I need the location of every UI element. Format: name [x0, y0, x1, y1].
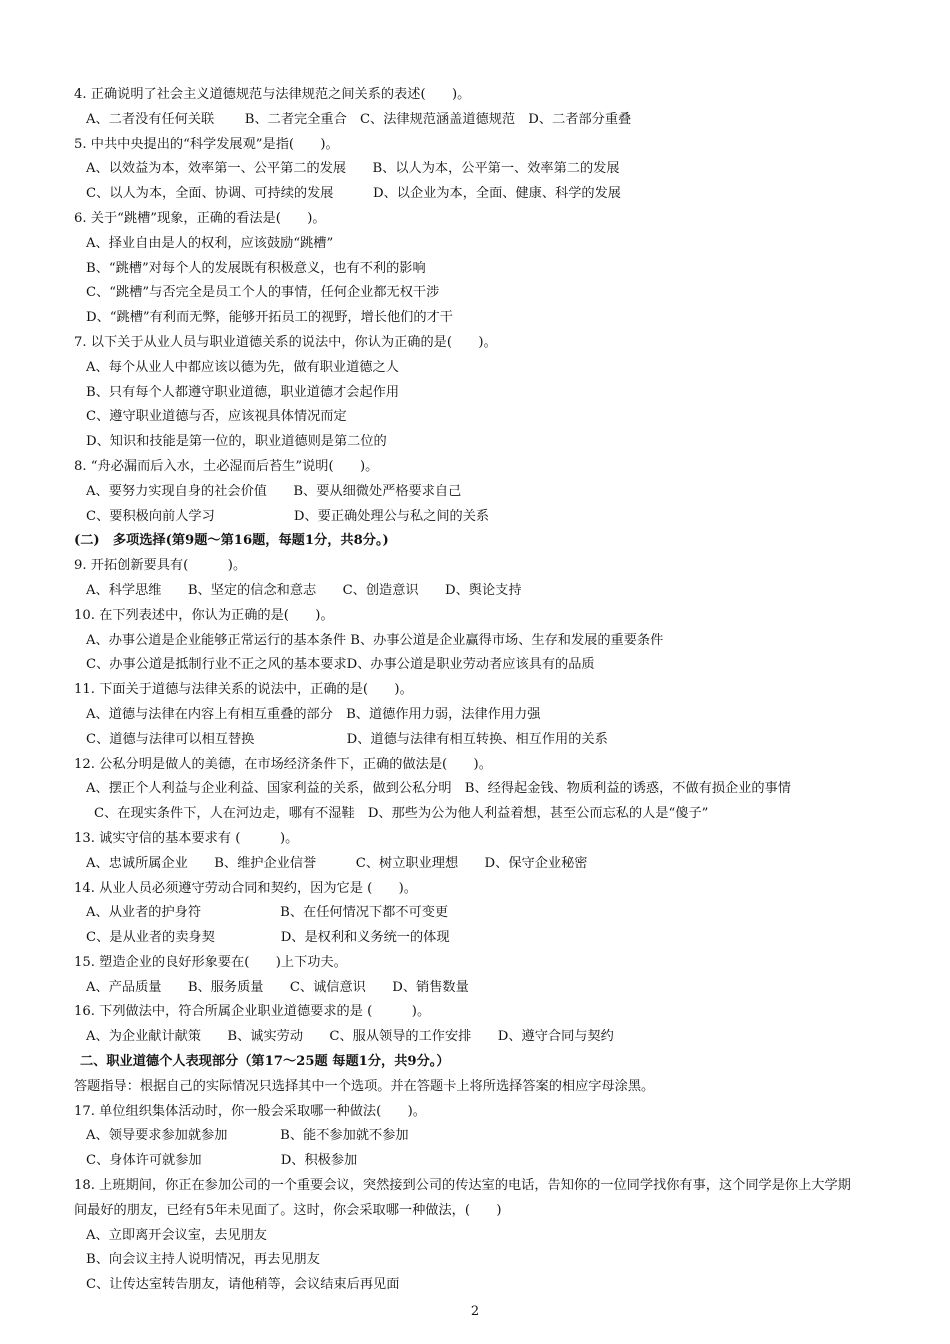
- option-line: A、二者没有任何关联 B、二者完全重合 C、法律规范涵盖道德规范 D、二者部分重叠: [86, 111, 632, 127]
- question-line: 9. 开拓创新要具有( )。: [74, 558, 247, 574]
- option-line: A、要努力实现自身的社会价值 B、要从细微处严格要求自己: [86, 483, 462, 499]
- option-line: A、从业者的护身符 B、在任何情况下都不可变更: [86, 905, 449, 921]
- question-line: 11. 下面关于道德与法律关系的说法中，正确的是( )。: [74, 682, 413, 698]
- option-line: C、在现实条件下，人在河边走，哪有不湿鞋 D、那些为公为他人利益着想，甚至公而忘私的人是“傻子”: [94, 806, 709, 822]
- option-line: C、要积极向前人学习 D、要正确处理公与私之间的关系: [86, 508, 490, 524]
- question-line: 7. 以下关于从业人员与职业道德关系的说法中，你认为正确的是( )。: [74, 334, 497, 350]
- question-line: 18. 上班期间，你正在参加公司的一个重要会议，突然接到公司的传达室的电话，告知你的一位同学找你有事，这个同学是你上大学期: [74, 1178, 851, 1194]
- question-line: 10. 在下列表述中，你认为正确的是( )。: [74, 607, 334, 623]
- page-number: 2: [470, 1304, 480, 1319]
- section-heading: (二) 多项选择(第9题～第16题，每题1分，共8分。): [74, 533, 389, 549]
- option-line: A、择业自由是人的权利，应该鼓励“跳槽”: [86, 235, 334, 251]
- option-line: A、产品质量 B、服务质量 C、诚信意识 D、销售数量: [86, 979, 469, 995]
- option-line: A、忠诚所属企业 B、维护企业信誉 C、树立职业理想 D、保守企业秘密: [86, 855, 588, 871]
- question-line: 16. 下列做法中，符合所属企业职业道德要求的是 ( )。: [74, 1004, 431, 1020]
- option-line: A、摆正个人利益与企业利益、国家利益的关系，做到公私分明 B、经得起金钱、物质利益的诱惑，不做有损企业的事情: [86, 781, 791, 797]
- option-line: A、每个从业人中都应该以德为先，做有职业道德之人: [86, 359, 399, 375]
- question-line: 8. “舟必漏而后入水，土必湿而后苔生”说明( )。: [74, 458, 379, 474]
- option-line: A、科学思维 B、坚定的信念和意志 C、创造意识 D、舆论支持: [86, 582, 522, 598]
- question-line: 13. 诚实守信的基本要求有 ( )。: [74, 830, 299, 846]
- section-heading: 二、职业道德个人表现部分（第17～25题 每题1分，共9分。）: [80, 1054, 450, 1070]
- option-line: C、让传达室转告朋友，请他稍等，会议结束后再见面: [86, 1277, 400, 1293]
- document-body: [74, 83, 874, 1298]
- question-line: 12. 公私分明是做人的美德，在市场经济条件下，正确的做法是( )。: [74, 756, 492, 772]
- option-line: A、领导要求参加就参加 B、能不参加就不参加: [86, 1128, 409, 1144]
- option-line: C、身体许可就参加 D、积极参加: [86, 1153, 358, 1169]
- option-line: A、以效益为本，效率第一、公平第二的发展 B、以人为本，公平第一、效率第二的发展: [86, 161, 620, 177]
- question-line: 17. 单位组织集体活动时，你一般会采取哪一种做法( )。: [74, 1103, 426, 1119]
- option-line: A、道德与法律在内容上有相互重叠的部分 B、道德作用力弱，法律作用力强: [86, 706, 541, 722]
- option-line: D、“跳槽”有利而无弊，能够开拓员工的视野，增长他们的才干: [86, 310, 453, 326]
- question-line: 间最好的朋友，已经有5年未见面了。这时，你会采取哪一种做法，( ): [74, 1202, 502, 1218]
- question-line: 5. 中共中央提出的“科学发展观”是指( )。: [74, 136, 339, 152]
- option-line: D、知识和技能是第一位的，职业道德则是第二位的: [86, 434, 387, 450]
- option-line: C、以人为本，全面、协调、可持续的发展 D、以企业为本，全面、健康、科学的发展: [86, 186, 621, 202]
- option-line: B、“跳槽”对每个人的发展既有积极意义，也有不利的影响: [86, 260, 426, 276]
- option-line: C、办事公道是抵制行业不正之风的基本要求D、办事公道是职业劳动者应该具有的品质: [86, 657, 595, 673]
- question-line: 4. 正确说明了社会主义道德规范与法律规范之间关系的表述( )。: [74, 87, 471, 102]
- question-line: 15. 塑造企业的良好形象要在( )上下功夫。: [74, 954, 347, 970]
- option-line: C、遵守职业道德与否，应该视具体情况而定: [86, 409, 347, 425]
- option-line: A、为企业献计献策 B、诚实劳动 C、服从领导的工作安排 D、遵守合同与契约: [86, 1029, 614, 1045]
- option-line: A、立即离开会议室，去见朋友: [86, 1227, 267, 1243]
- question-line: 6. 关于“跳槽”现象，正确的看法是( )。: [74, 210, 326, 226]
- option-line: A、办事公道是企业能够正常运行的基本条件 B、办事公道是企业赢得市场、生存和发展的重要条件: [86, 632, 664, 648]
- question-line: 14. 从业人员必须遵守劳动合同和契约，因为它是 ( )。: [74, 880, 417, 896]
- option-line: B、只有每个人都遵守职业道德，职业道德才会起作用: [86, 384, 400, 400]
- option-line: B、向会议主持人说明情况，再去见朋友: [86, 1252, 320, 1268]
- option-line: C、是从业者的卖身契 D、是权利和义务统一的体现: [86, 930, 450, 946]
- question-line: 答题指导：根据自己的实际情况只选择其中一个选项。并在答题卡上将所选择答案的相应字母涂黑。: [74, 1078, 655, 1094]
- option-line: C、道德与法律可以相互替换 D、道德与法律有相互转换、相互作用的关系: [86, 731, 608, 747]
- option-line: C、“跳槽”与否完全是员工个人的事情，任何企业都无权干涉: [86, 285, 440, 301]
